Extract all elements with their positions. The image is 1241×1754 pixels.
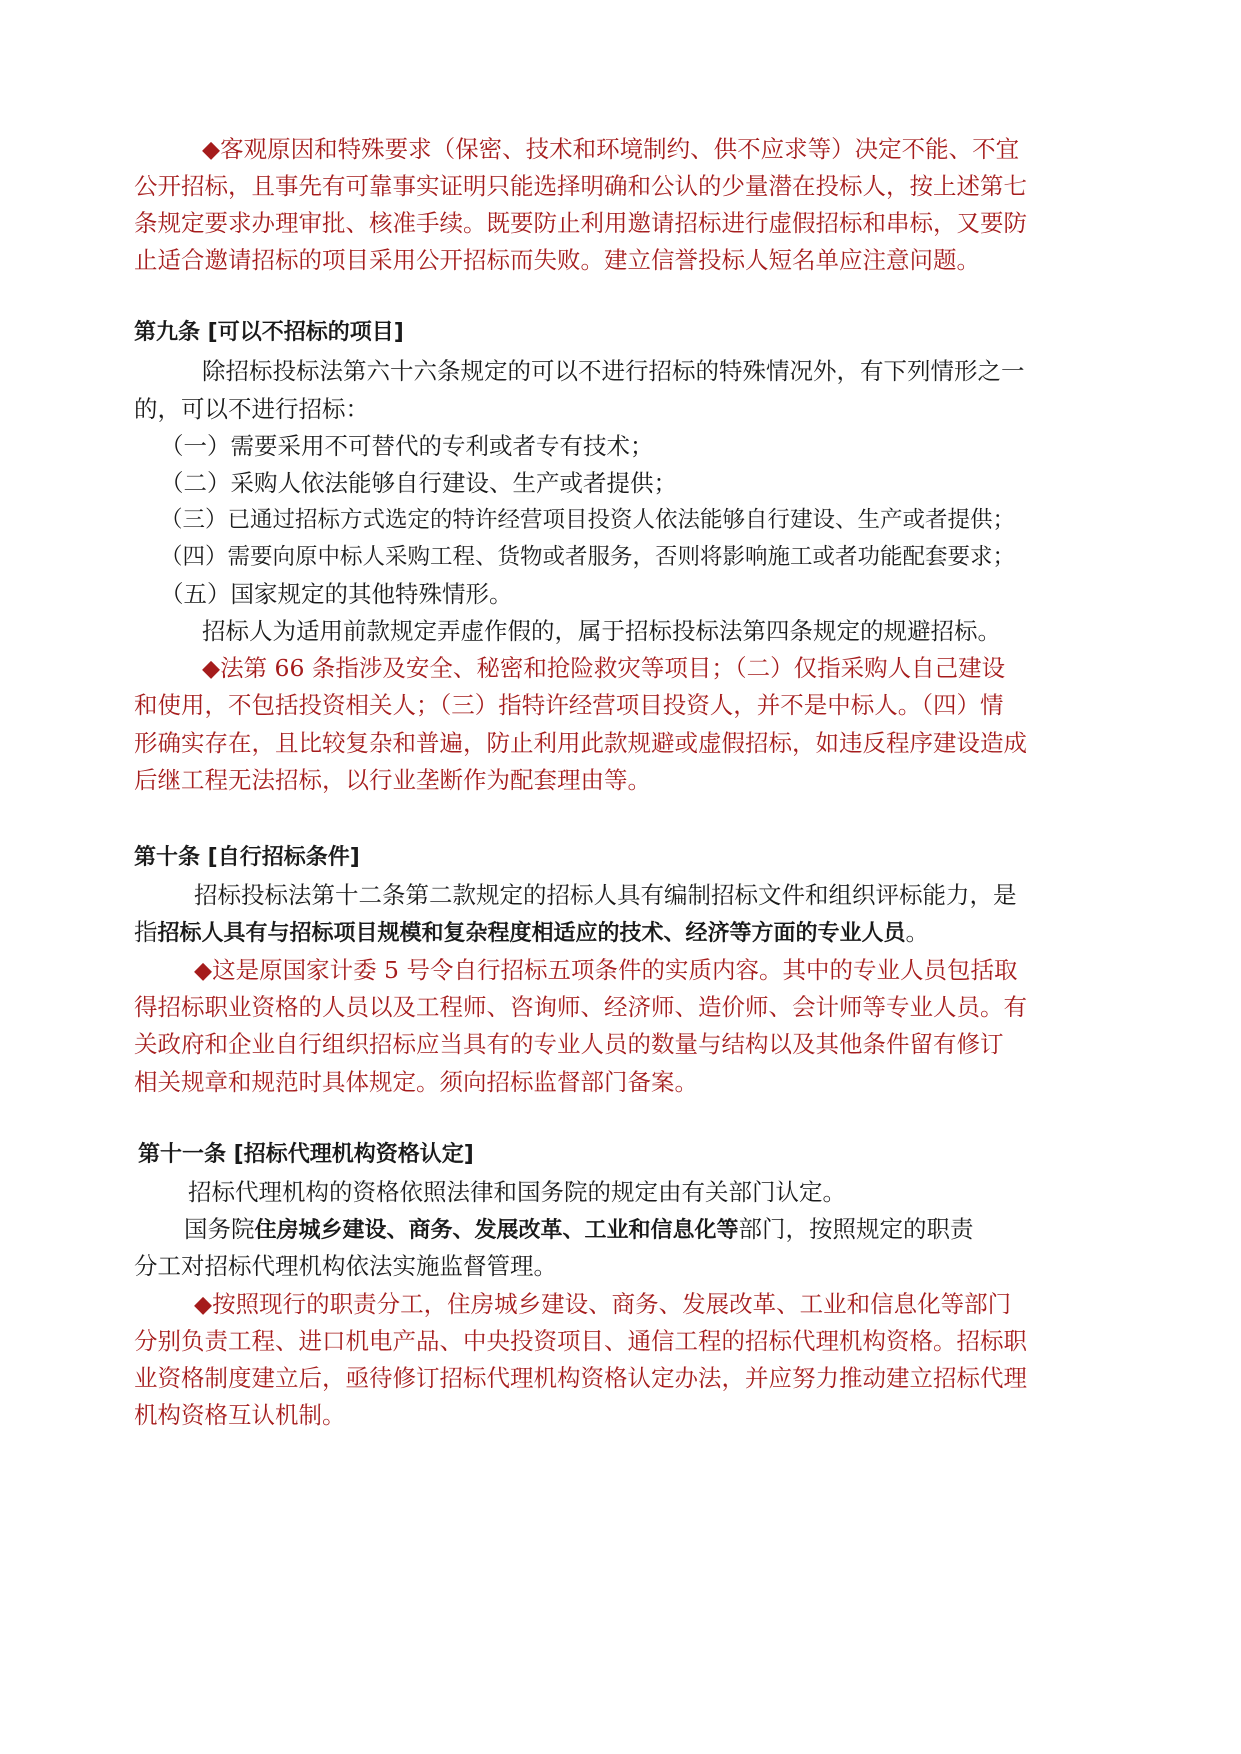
paragraph-line bbox=[134, 917, 929, 949]
article-heading: 第十一条 [招标代理机构资格认定] bbox=[138, 1142, 474, 1167]
article-heading: 第九条 [可以不招标的项目] bbox=[134, 320, 404, 345]
paragraph-line: 的，可以不进行招标： bbox=[134, 395, 369, 423]
note-line: ◆客观原因和特殊要求（保密、技术和环境制约、供不应求等）决定不能、不宜 bbox=[202, 135, 1020, 163]
plain-text: 部门，按照规定的职责 bbox=[738, 1215, 974, 1243]
bold-text: 招标人具有与招标项目规模和复杂程度相适应的技术、经济等方面的专业人员 bbox=[157, 921, 906, 946]
list-item: （四）需要向原中标人采购工程、货物或者服务，否则将影响施工或者功能配套要求； bbox=[160, 544, 1016, 570]
note-line: 后继工程无法招标，以行业垄断作为配套理由等。 bbox=[134, 766, 651, 794]
plain-text: 国务院 bbox=[184, 1215, 255, 1243]
list-item: （二）采购人依法能够自行建设、生产或者提供； bbox=[160, 469, 677, 497]
note-line: 分别负责工程、进口机电产品、中央投资项目、通信工程的招标代理机构资格。招标职 bbox=[134, 1327, 1027, 1355]
list-item: （五）国家规定的其他特殊情形。 bbox=[160, 580, 513, 608]
paragraph-line: 招标投标法第十二条第二款规定的招标人具有编制招标文件和组织评标能力，是 bbox=[194, 881, 1017, 909]
note-line: 相关规章和规范时具体规定。须向招标监督部门备案。 bbox=[134, 1068, 698, 1096]
note-line: 止适合邀请招标的项目采用公开招标而失败。建立信誉投标人短名单应注意问题。 bbox=[134, 246, 980, 274]
paragraph-line bbox=[184, 1214, 974, 1246]
note-line: ◆法第 66 条指涉及安全、秘密和抢险救灾等项目；（二）仅指采购人自己建设 bbox=[202, 654, 1006, 682]
note-line: 关政府和企业自行组织招标应当具有的专业人员的数量与结构以及其他条件留有修订 bbox=[134, 1030, 1004, 1058]
list-item: （一）需要采用不可替代的专利或者专有技术； bbox=[160, 432, 654, 460]
note-line: 形确实存在，且比较复杂和普遍，防止利用此款规避或虚假招标，如违反程序建设造成 bbox=[134, 729, 1027, 757]
list-item: （三）已通过招标方式选定的特许经营项目投资人依法能够自行建设、生产或者提供； bbox=[160, 507, 1016, 533]
note-line: 条规定要求办理审批、核准手续。既要防止利用邀请招标进行虚假招标和串标，又要防 bbox=[134, 209, 1027, 237]
paragraph-line: 招标代理机构的资格依照法律和国务院的规定由有关部门认定。 bbox=[188, 1178, 846, 1206]
plain-text: 指 bbox=[134, 918, 158, 946]
plain-text: 。 bbox=[905, 918, 930, 946]
note-line: ◆按照现行的职责分工，住房城乡建设、商务、发展改革、工业和信息化等部门 bbox=[194, 1290, 1012, 1318]
note-line: ◆这是原国家计委 5 号令自行招标五项条件的实质内容。其中的专业人员包括取 bbox=[194, 956, 1018, 984]
article-heading: 第十条 [自行招标条件] bbox=[134, 845, 360, 870]
note-line: 和使用，不包括投资相关人；（三）指特许经营项目投资人，并不是中标人。（四）情 bbox=[134, 691, 1004, 719]
note-line: 机构资格互认机制。 bbox=[134, 1401, 346, 1429]
note-line: 公开招标，且事先有可靠事实证明只能选择明确和公认的少量潜在投标人，按上述第七 bbox=[134, 172, 1027, 200]
note-line: 业资格制度建立后，亟待修订招标代理机构资格认定办法，并应努力推动建立招标代理 bbox=[134, 1364, 1027, 1392]
paragraph-line: 除招标投标法第六十六条规定的可以不进行招标的特殊情况外，有下列情形之一 bbox=[202, 357, 1025, 385]
paragraph-line: 招标人为适用前款规定弄虚作假的，属于招标投标法第四条规定的规避招标。 bbox=[202, 617, 1001, 645]
paragraph-line: 分工对招标代理机构依法实施监督管理。 bbox=[134, 1252, 557, 1280]
note-line: 得招标职业资格的人员以及工程师、咨询师、经济师、造价师、会计师等专业人员。有 bbox=[134, 993, 1027, 1021]
bold-text: 住房城乡建设、商务、发展改革、工业和信息化等 bbox=[254, 1218, 739, 1243]
